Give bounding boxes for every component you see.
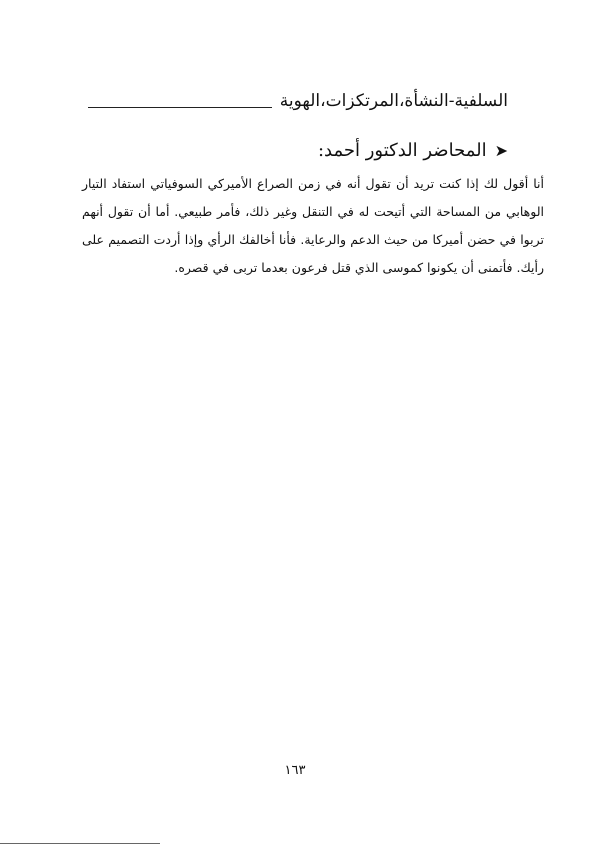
arrow-icon: ➤	[494, 140, 508, 160]
speaker-heading	[88, 140, 508, 162]
speaker-label: المحاضر الدكتور أحمد:	[317, 140, 487, 161]
page-number: ١٦٣	[284, 763, 306, 778]
footer-rule	[0, 843, 160, 844]
running-header-rule	[88, 107, 272, 108]
body-paragraph: أنا أقول لك إذا كنت تريد أن تقول أنه في زمن الصراع الأميركي السوفياتي استفاد التيار الوهابي من المساحة التي أتيحت له في التنقل وغير ذلك، فأمر طبيعي. أما أن تقول أنهم تربوا في حضن أميركا من حيث الدعم والرعاية. فأنا أخالفك الرأي وإذا أردت التصميم على رأيك. فأتمنى أن يكونوا كموسى الذي قتل فرعون بعدما تربى في قصره.	[82, 176, 544, 275]
running-header-title: السلفية-النشأة،المرتكزات،الهوية	[279, 91, 508, 111]
running-header	[88, 86, 508, 112]
